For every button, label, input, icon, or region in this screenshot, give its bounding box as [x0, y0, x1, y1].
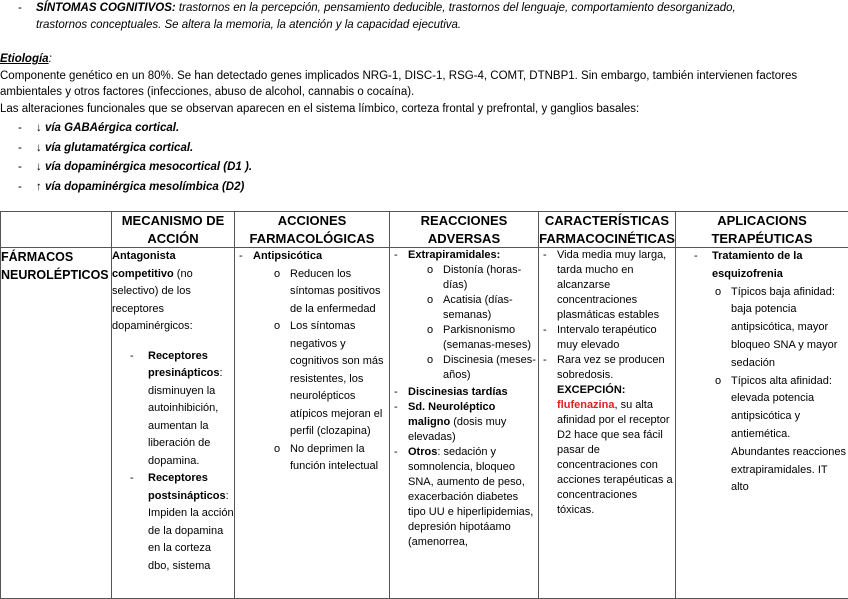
sintomas-cognitivos: - SÍNTOMAS COGNITIVOS: trastornos en la percepción, pensamiento deducible, trastornos del lenguaje, comportamiento desorganizado, trastornos conceptuales. Se altera la memoria, la atención y la capacidad ejecutiva.: [18, 2, 736, 31]
list-item: o Los síntomas negativos y cognitivos son más resistentes, los neurolépticos atípicos mejoran el perfil (clozapina): [274, 320, 384, 437]
via-text: ↓ vía GABAérgica cortical.: [36, 122, 180, 134]
post-rest: : Impiden la acción de la dopamina en la corteza dbo, sistema: [148, 489, 234, 572]
via-item: - ↓ vía dopaminérgica mesocortical (D1 ).: [18, 161, 253, 173]
sintomas-text2: trastornos conceptuales. Se altera la memoria, la atención y la capacidad ejecutiva.: [36, 19, 462, 31]
list-item: o Parkisnonismo (semanas-meses): [427, 324, 532, 351]
pre-bold: Receptores presinápticos: [148, 349, 220, 379]
extra-title: Extrapiramidales:: [408, 249, 501, 261]
via-item: - ↓ vía GABAérgica cortical.: [18, 122, 180, 134]
etiologia-heading: Etiología: [0, 53, 49, 65]
mecanismo-list: [112, 348, 234, 576]
list-item: - Tratamiento de la esquizofrenia o Típicos baja afinidad: baja potencia antipsicótica, mayor bloqueo SNA y mayor sedación o Típicos alta afinidad: elevada potencia antipsicótica y antiemética. Abundantes reacciones extrapiramidales. IT alto: [676, 248, 848, 497]
pre-rest: : disminuyen la autoinhibición, aumentan la liberación de dopamina.: [148, 367, 223, 467]
list-item: o No deprimen la función intelectual: [274, 442, 379, 472]
list-item: o Típicos baja afinidad: baja potencia antipsicótica, mayor bloqueo SNA y mayor sedación: [715, 285, 838, 369]
header-empty: [1, 212, 112, 248]
farmaco-list: [539, 248, 675, 518]
aplicaciones-sublist: [712, 284, 848, 498]
drug-name: flufenazina: [557, 399, 615, 411]
acciones-cell: [235, 248, 390, 599]
list-item: - Rara vez se producen sobredosis. EXCEPCIÓN: flufenazina, su alta afinidad por el receptor D2 hace que sea fácil pasar de concentraciones con acciones terapéuticas a concentraciones tóxicas.: [543, 354, 673, 516]
list-item: - Antipsicótica o Reducen los síntomas positivos de la enfermedad o Los síntomas negativos y cognitivos son más resistentes, los neurolépticos atípicos mejoran el perfil (clozapina) o No deprimen la función intelectual: [235, 248, 389, 476]
otros-rest: : sedación y somnolencia, bloqueo SNA, aumento de peso, exacerbación diabetes tipo UU e hiperlipidemias, depresión hipotáamo (amenorrea,: [408, 446, 534, 548]
header-mecanismo: MECANISMO DE ACCIÓN: [112, 212, 235, 248]
accion-text: Reducen los síntomas positivos de la enfermedad: [290, 267, 381, 315]
farmaco-text: Rara vez se producen sobredosis.: [557, 354, 665, 381]
etiologia-line1b: ambientales y otros factores (infecciones, abuso de alcohol, cannabis o cocaína).: [0, 86, 415, 98]
via-text: ↓ vía glutamatérgica cortical.: [36, 141, 194, 154]
tardias: Discinesias tardías: [408, 386, 508, 398]
vias-list: [0, 119, 848, 197]
acciones-title: Antipsicótica: [253, 250, 323, 262]
list-item: o Acatisia (días-semanas): [427, 294, 513, 321]
farmacos-table: [0, 211, 848, 599]
etiologia-line1a: Componente genético en un 80%. Se han detectado genes implicados NRG-1, DISC-1, RSG-4, COMT, DTNBP1. Sin embargo, también intervienen factores: [0, 69, 798, 82]
list-item: - Receptores presinápticos: disminuyen la autoinhibición, aumentan la liberación de dopamina.: [130, 349, 223, 467]
list-item: - Discinesias tardías: [394, 386, 508, 398]
excepcion-rest: , su alta afinidad por el receptor D2 hace que sea fácil pasar de concentraciones con acciones terapéuticas a concentraciones tóxicas.: [557, 399, 673, 516]
reaccion-text: Distonía (horas-días): [443, 264, 522, 291]
document-top: [0, 0, 848, 197]
header-reacciones: REACCIONES ADVERSAS: [390, 212, 539, 248]
etiologia-colon: :: [48, 53, 52, 65]
header-farmacocineticas: CARACTERÍSTICAS FARMACOCINÉTICAS: [539, 213, 675, 246]
etiologia-section: [0, 51, 848, 197]
mecanismo-bold: Antagonista competitivo: [112, 250, 176, 280]
list-item: - Vida media muy larga, tarda mucho en alcanzarse concentraciones plasmáticas estables: [543, 249, 667, 321]
row-label: FÁRMACOS NEUROLÉPTICOS: [1, 250, 109, 282]
list-item: - Receptores postsinápticos: Impiden la acción de la dopamina en la corteza dbo, sistema: [130, 472, 234, 572]
accion-text: No deprimen la función intelectual: [290, 442, 379, 472]
acciones-sublist: [271, 266, 389, 476]
list-item: - Otros: sedación y somnolencia, bloqueo SNA, aumento de peso, exacerbación diabetes tipo UU e hiperlipidemias, depresión hipotáamo (amenorrea,: [394, 446, 534, 548]
list-item: o Reducen los síntomas positivos de la enfermedad: [274, 267, 381, 315]
sintomas-label: SÍNTOMAS COGNITIVOS:: [36, 2, 176, 14]
aplicaciones-cell: [676, 248, 848, 599]
acciones-list: [235, 248, 389, 476]
farmacocineticas-cell: [539, 248, 676, 599]
list-item: - Sd. Neuroléptico maligno (dosis muy elevadas): [394, 401, 507, 443]
aplicaciones-list: [676, 248, 848, 497]
reacciones-cell: [390, 248, 539, 599]
list-item: o Distonía (horas-días): [427, 264, 522, 291]
table-header-row: [1, 212, 848, 248]
mecanismo-cell: [112, 248, 235, 599]
aplicacion-text: Típicos baja afinidad: baja potencia antipsicótica, mayor bloqueo SNA y mayor sedación: [731, 285, 838, 369]
aplicacion-text: Típicos alta afinidad: elevada potencia antipsicótica y antiemética. Abundantes reacciones extrapiramidales. IT alto: [731, 374, 846, 494]
sd-bold: Sd. Neuroléptico maligno: [408, 401, 496, 428]
via-item: - ↓ vía glutamatérgica cortical.: [18, 141, 194, 154]
table-row: [1, 248, 848, 599]
list-item: o Discinesia (meses-años): [427, 354, 536, 381]
reaccion-text: Discinesia (meses-años): [443, 354, 536, 381]
list-item: - Intervalo terapéutico muy elevado: [543, 324, 657, 351]
sd-rest: (dosis muy elevadas): [408, 416, 507, 443]
via-text: ↑ vía dopaminérgica mesolímbica (D2): [36, 180, 245, 193]
farmaco-text: Intervalo terapéutico muy elevado: [557, 324, 657, 351]
mecanismo-rest: (no selectivo) de los receptores dopaminérgicos:: [112, 267, 193, 332]
etiologia-line2: Las alteraciones funcionales que se observan aparecen en el sistema límbico, corteza frontal y prefrontal, y ganglios basales:: [0, 102, 640, 115]
row-label-cell: [1, 248, 112, 599]
extra-sublist: [424, 263, 538, 383]
list-item: o Típicos alta afinidad: elevada potencia antipsicótica y antiemética. Abundantes reacciones extrapiramidales. IT alto: [715, 374, 846, 494]
post-bold: Receptores postsinápticos: [148, 472, 226, 502]
excepcion-label: EXCEPCIÓN:: [557, 384, 626, 396]
otros-bold: Otros: [408, 446, 438, 458]
reaccion-text: Parkisnonismo (semanas-meses): [443, 324, 532, 351]
header-acciones: ACCIONES FARMACOLÓGICAS: [235, 212, 390, 248]
farmaco-text: Vida media muy larga, tarda mucho en alcanzarse concentraciones plasmáticas estables: [557, 249, 667, 321]
via-text: ↓ vía dopaminérgica mesocortical (D1 ).: [36, 161, 253, 173]
aplicaciones-title: Tratamiento de la esquizofrenia: [712, 250, 803, 280]
reaccion-text: Acatisia (días-semanas): [443, 294, 513, 321]
mecanismo-p1: [112, 248, 234, 336]
via-item: - ↑ vía dopaminérgica mesolímbica (D2): [18, 180, 245, 193]
header-aplicaciones: APLICACIONS TERAPÉUTICAS: [676, 212, 848, 248]
reacciones-list: [390, 248, 538, 550]
list-item: - Extrapiramidales: o Distonía (horas-días) o Acatisia (días-semanas) o Parkisnonismo (semanas-meses) o Discinesia (meses-años): [390, 248, 538, 383]
sintomas-text: trastornos en la percepción, pensamiento deducible, trastornos del lenguaje, comportamiento desorganizado,: [175, 2, 736, 14]
accion-text: Los síntomas negativos y cognitivos son más resistentes, los neurolépticos atípicos mejoran el perfil (clozapina): [290, 320, 384, 437]
